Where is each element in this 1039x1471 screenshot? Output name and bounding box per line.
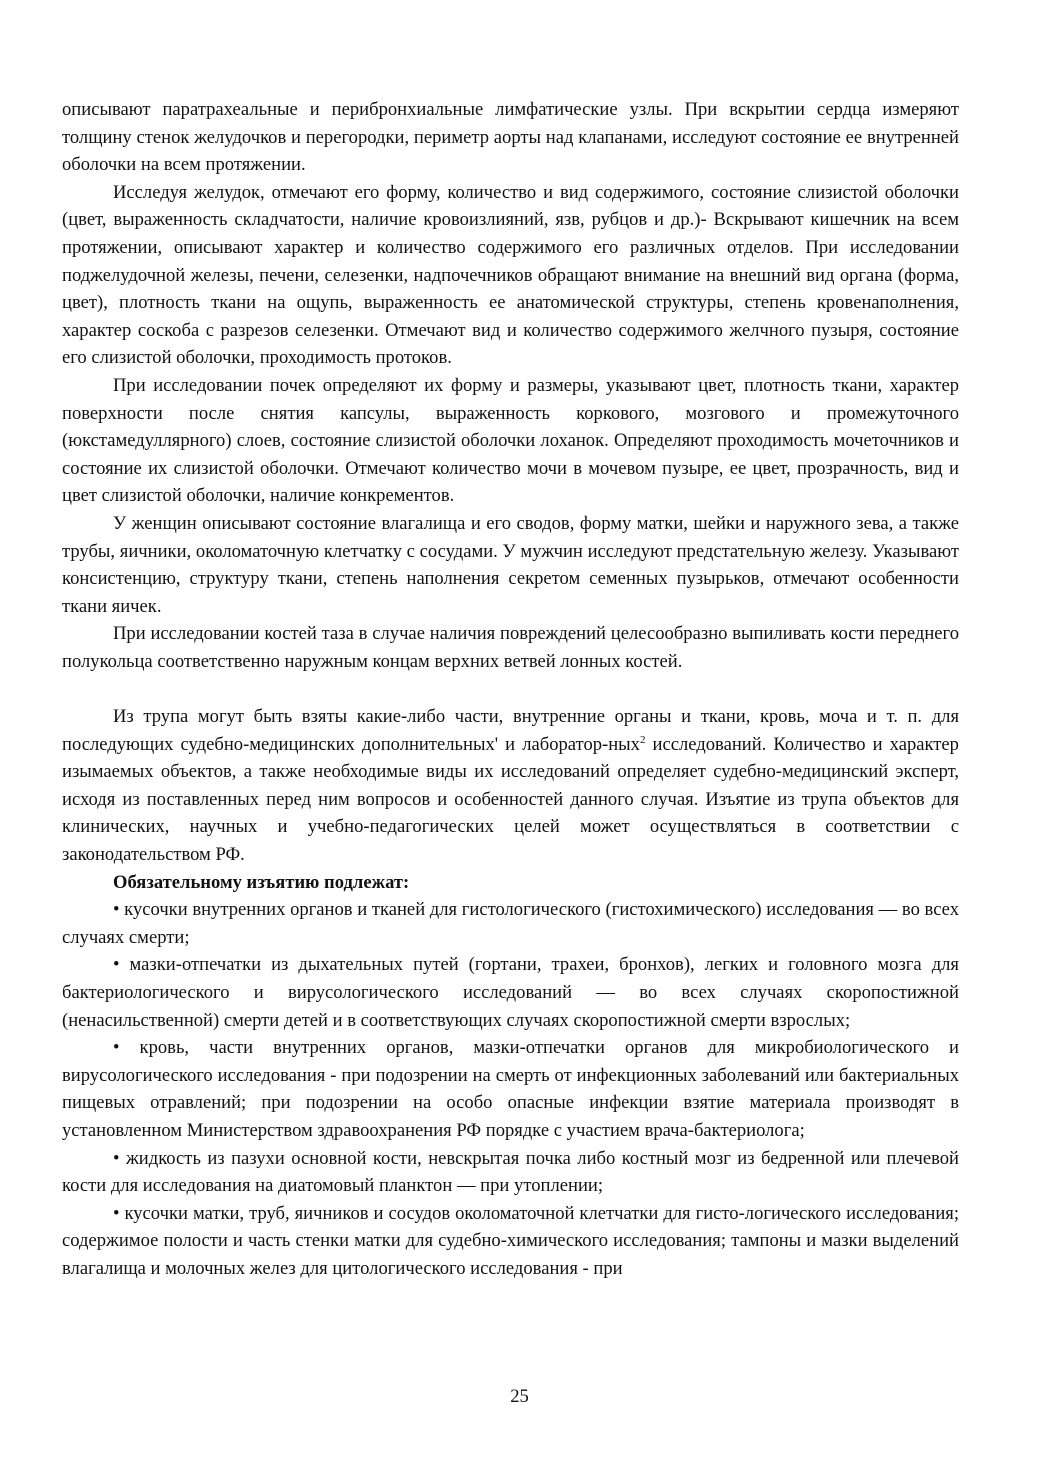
paragraph-stomach-intestines: Исследуя желудок, отмечают его форму, количество и вид содержимого, состояние слизистой оболочки (цвет, выраженность складчатости, наличие кровоизлияний, язв, рубцов и др.)- Вскрывают кишечник на всем протяжении, описывают характер и количество содержимого его различных отделов. При исследовании поджелудочной железы, печени, селезенки, надпочечников обращают внимание на внешний вид органа (форма, цвет), плотность ткани на ощупь, выраженность ее анатомической структуры, степень кровенаполнения, характер соскоба с разрезов селезенки. Отмечают вид и количество содержимого желчного пузыря, состояние его слизистой оболочки, проходимость протоков. [62,181,959,369]
section-heading: Обязательному изъятию подлежат: [113,871,410,893]
paragraph-sampling-part2: исследований. Количество и характер изымаемых объектов, а также необходимые виды их исследований определяет судебно-медицинский эксперт, исходя из поставленных перед ним вопросов и особенностей данного случая. Изъятие из трупа объектов для клинических, научных и учебно-педагогических целей может осуществляться в соответствии с законодательством РФ. [62,733,959,866]
paragraph-pelvic-bones: При исследовании костей таза в случае наличия повреждений целесообразно выпиливать кости переднего полукольца соответственно наружным концам верхних ветвей лонных костей. [62,623,959,672]
list-item: • мазки-отпечатки из дыхательных путей (гортани, трахеи, бронхов), легких и головного мозга для бактериологического и вирусологического исследований — во всех случаях скоропостижной (ненасильственной) смерти детей и в соответствующих случаях скоропостижной смерти взрослых; [62,954,959,1031]
list-item: • кровь, части внутренних органов, мазки-отпечатки органов для микробиологического и вирусологического исследования - при подозрении на смерть от инфекционных заболеваний или бактериальных пищевых отравлений; при подозрении на особо опасные инфекции взятие материала производят в установленном Министерством здравоохранения РФ порядке с участием врача-бактериолога; [62,1037,959,1141]
paragraph-genital-organs: У женщин описывают состояние влагалища и его сводов, форму матки, шейки и наружного зева, а также трубы, яичники, околоматочную клетчатку с сосудами. У мужчин исследуют предстательную железу. Указывают консистенцию, структуру ткани, степень наполнения секретом семенных пузырьков, отмечают особенности ткани яичек. [62,512,959,617]
page-number: 25 [510,1386,529,1407]
document-page [62,96,959,1283]
paragraph-sampling-part1: Из трупа могут быть взяты какие-либо части, внутренние органы и ткани, кровь, моча и т. п. для последующих судебно-медицинских дополнительных' и лаборатор-ных [62,706,959,755]
list-item: • кусочки внутренних органов и тканей для гистологического (гистохимического) исследования — во всех случаях смерти; [62,899,959,948]
paragraph-thorax-heart: описывают паратрахеальные и перибронхиальные лимфатические узлы. При вскрытии сердца измеряют толщину стенок желудочков и перегородки, периметр аорты над клапанами, исследуют состояние ее внутренней оболочки на всем протяжении. [62,99,959,176]
list-item: • кусочки матки, труб, яичников и сосудов околоматочной клетчатки для гисто-логического исследования; содержимое полости и часть стенки матки для судебно-химического исследования; тампоны и мазки выделений влагалища и молочных желез для цитологического исследования - при [62,1202,959,1279]
paragraph-kidneys: При исследовании почек определяют их форму и размеры, указывают цвет, плотность ткани, характер поверхности после снятия капсулы, выраженность коркового, мозгового и промежуточного (юкстамедуллярного) слоев, состояние слизистой оболочки лоханок. Определяют проходимость мочеточников и состояние их слизистой оболочки. Отмечают количество мочи в мочевом пузыре, ее цвет, прозрачность, вид и цвет слизистой оболочки, наличие конкрементов. [62,374,959,507]
paragraph-sampling [62,703,959,869]
footnote-marker: 2 [639,733,646,746]
list-item: • жидкость из пазухи основной кости, невскрытая почка либо костный мозг из бедренной или плечевой кости для исследования на диатомовый планктон — при утоплении; [62,1147,959,1197]
